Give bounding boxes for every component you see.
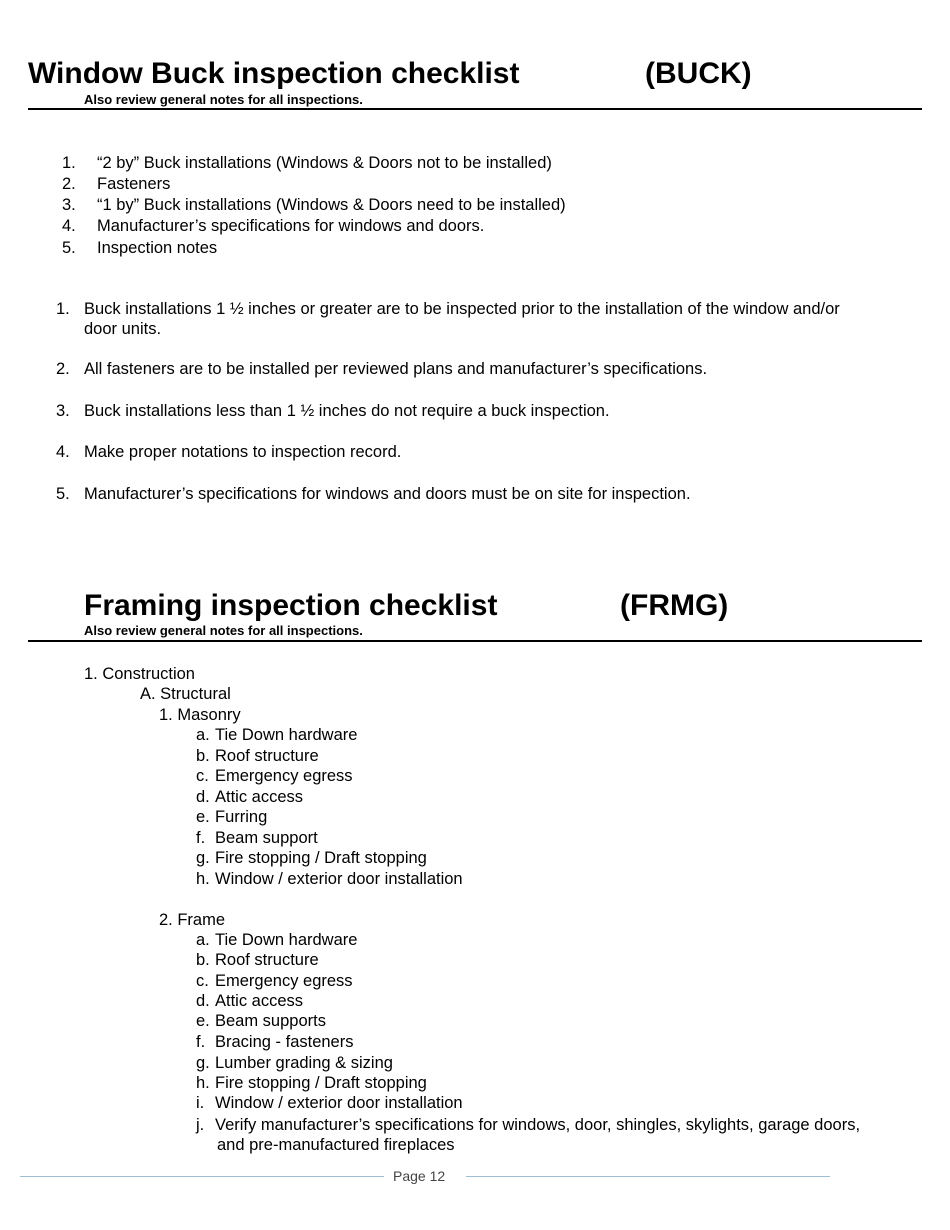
list-item: “2 by” Buck installations (Windows & Doors not to be installed) [97,154,552,172]
note-number: 2. [56,360,70,378]
list-item-letter: c. [196,767,209,785]
list-item-letter: j. [196,1116,205,1134]
framing-title: Framing inspection checklist [84,589,498,622]
buck-subtitle: Also review general notes for all inspections. [84,92,363,107]
note-number: 4. [56,443,70,461]
note-text: Buck installations less than 1 ½ inches do not require a buck inspection. [84,402,610,420]
list-item: Inspection notes [97,239,218,257]
list-item-letter: i. [196,1094,205,1112]
list-item-number: 2. [62,175,76,193]
list-item-letter: h. [196,1074,210,1092]
list-item-number: 1. [62,154,76,172]
note-text: door units. [84,320,162,338]
list-item-letter: c. [196,972,209,990]
list-item: Attic access [215,788,304,806]
list-item-letter: e. [196,1012,210,1030]
note-text: Manufacturer’s specifications for windows and doors must be on site for inspection. [84,485,691,503]
list-item: Tie Down hardware [215,931,358,949]
list-item: Verify manufacturer’s specifications for windows, door, shingles, skylights, garage doors, [215,1116,861,1134]
page-number: Page 12 [393,1168,446,1184]
note-text: Buck installations 1 ½ inches or greater are to be inspected prior to the installation of the window and/or [84,300,840,318]
list-item: Window / exterior door installation [215,870,463,888]
list-item-letter: a. [196,726,210,744]
framing-header-rule [28,640,922,642]
list-item: “1 by” Buck installations (Windows & Doors need to be installed) [97,196,566,214]
outline-frame: 2. Frame [159,911,226,929]
footer-rule-right [466,1176,830,1177]
buck-code: (BUCK) [645,57,752,90]
list-item: Window / exterior door installation [215,1094,463,1112]
outline-construction: 1. Construction [84,665,195,683]
list-item-letter: b. [196,951,210,969]
list-item: Emergency egress [215,972,353,990]
list-item: Fire stopping / Draft stopping [215,849,427,867]
list-item-letter: e. [196,808,210,826]
list-item-letter: f. [196,1033,206,1051]
note-number: 5. [56,485,70,503]
framing-code: (FRMG) [620,589,729,622]
buck-title: Window Buck inspection checklist [28,57,520,90]
framing-subtitle: Also review general notes for all inspections. [84,623,363,638]
list-item: Attic access [215,992,304,1010]
list-item: Manufacturer’s specifications for windows and doors. [97,217,485,235]
list-item: Fire stopping / Draft stopping [215,1074,427,1092]
list-item: Fasteners [97,175,171,193]
list-item-continuation: and pre-manufactured fireplaces [217,1136,455,1154]
note-text: Make proper notations to inspection record. [84,443,402,461]
list-item: Beam support [215,829,318,847]
list-item: Lumber grading & sizing [215,1054,393,1072]
note-number: 1. [56,300,70,318]
outline-structural: A. Structural [140,685,231,703]
list-item-letter: f. [196,829,206,847]
list-item-number: 3. [62,196,76,214]
list-item-letter: g. [196,1054,210,1072]
footer-rule-left [20,1176,384,1177]
list-item: Tie Down hardware [215,726,358,744]
note-number: 3. [56,402,70,420]
list-item: Roof structure [215,951,319,969]
note-text: All fasteners are to be installed per reviewed plans and manufacturer’s specifications. [84,360,708,378]
buck-header-rule [28,108,922,110]
list-item: Emergency egress [215,767,353,785]
outline-masonry: 1. Masonry [159,706,241,724]
list-item-letter: d. [196,992,210,1010]
list-item-letter: h. [196,870,210,888]
list-item-letter: d. [196,788,210,806]
list-item-letter: a. [196,931,210,949]
list-item: Beam supports [215,1012,326,1030]
list-item-letter: g. [196,849,210,867]
list-item-number: 4. [62,217,76,235]
list-item-number: 5. [62,239,76,257]
list-item: Bracing - fasteners [215,1033,354,1051]
list-item: Furring [215,808,268,826]
list-item: Roof structure [215,747,319,765]
list-item-letter: b. [196,747,210,765]
